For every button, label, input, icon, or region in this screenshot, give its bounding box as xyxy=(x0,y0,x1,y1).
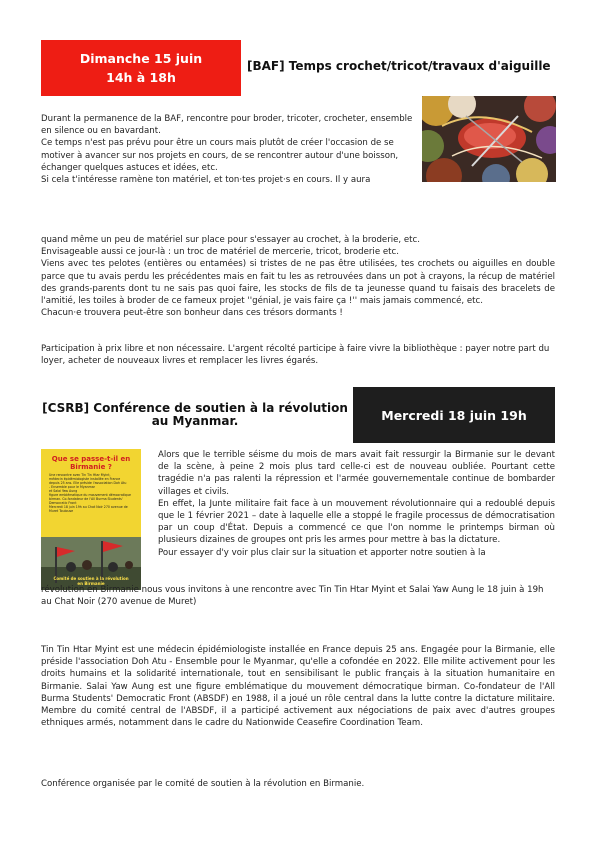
event1-body xyxy=(41,234,555,319)
event1-body-paragraph: quand même un peu de matériel sur place pour s'essayer au crochet, à la broderie, etc. xyxy=(41,235,420,245)
poster-line: - Ensemble pour le Myanmar xyxy=(49,485,95,489)
event2-bio: Tin Tin Htar Myint est une médecin épidémiologiste installée en France depuis 25 ans. Engagée pour la Birmanie, elle préside l'association Doh Atu - Ensemble pour le Myanmar, qu'elle a cofondée en 2022. Elle milite activement pour les droits humains et la solidarité internationale, tout en sensibilisant le public français à la situation humanitaire en Birmanie. Salai Yaw Aung est une figure emblématique du mouvement démocratique birman. Co-fondateur de l'All Burma Students' Democratic Front (ABSDF) en 1988, il a joué un rôle central dans la lutte contre la dictature militaire. Membre du comité central de l'ABSDF, il a participé activement aux négociations de paix avec d'autres groupes ethniques armés, notamment dans le cadre du Nationwide Ceasefire Coordination Team. xyxy=(41,645,555,729)
poster-line: birman. Co-fondateur de l'All Burma Students' xyxy=(49,497,123,501)
event1-intro-paragraph: Si cela t'intéresse ramène ton matériel, et ton·tes projet·s en cours. Il y aura xyxy=(41,175,371,186)
poster-line: Democratic Front xyxy=(49,501,77,505)
event2-paragraph: Alors que le terrible séisme du mois de mars avait fait ressurgir la Birmanie sur le devant de la scène, à peine 2 mois plus tard celle-ci est de nouveau oubliée. Pourtant cette tragédie n'a pas ralenti la répression et l'armée gouvernementale continue de bombarder villages et civils. xyxy=(158,450,555,497)
event1-date-time: 14h à 18h xyxy=(106,70,176,85)
event1-body-paragraph: Chacun·e trouvera peut-être son bonheur dans ces trésors dormants ! xyxy=(41,308,343,319)
event1-body-paragraph: Viens avec tes pelotes (entières ou entamées) si tristes de ne pas être utilisées, tes crochets ou aiguilles en double parce que tu avais perdu les précédentes mais en fait tu les as retrouvées dans un pot à crayons, la récup de matériel des grands-parents dont tu ne sais pas quoi faire, les stocks de fils de ta jeunesse quand tu faisais des bracelets de l'amitié, les toiles à broder de ce fameux projet ''génial, je vais faire ça !'' mais jamais commencé, etc. xyxy=(41,259,555,307)
poster-line: Muret Toulouse xyxy=(49,509,74,513)
yarn-photo xyxy=(422,96,556,182)
event2-paragraph: Pour essayer d'y voir plus clair sur la situation et apporter notre soutien à la xyxy=(158,547,486,558)
event1-date-banner xyxy=(41,40,241,96)
poster-line: Une rencontre avec Tin Tin Htar Myint, xyxy=(49,473,111,477)
event2-organizer: Conférence organisée par le comité de soutien à la révolution en Birmanie. xyxy=(41,779,365,789)
event2-date-banner xyxy=(353,387,555,443)
event2-intro xyxy=(158,449,555,559)
event1-intro-paragraph: Ce temps n'est pas prévu pour être un cours mais plutôt de créer l'occasion de se motiver à avancer sur nos projets en cours, de se rencontrer autour d'une boisson, échanger quelques astuces et idées, etc. xyxy=(41,138,399,173)
event1-participation: Participation à prix libre et non nécessaire. L'argent récolté participe à faire vivre la bibliothèque : payer notre part du loyer, acheter de nouveaux livres et remplacer les livres égarés. xyxy=(41,344,550,367)
poster-line: depuis 25 ans. Elle préside l'association Doh Atu xyxy=(49,481,127,485)
event2-date: Mercredi 18 juin 19h xyxy=(381,407,527,423)
poster-line: figure emblématique du mouvement démocratique xyxy=(49,493,131,497)
poster-line: et Salai Yaw Aung xyxy=(49,489,78,493)
event1-body-paragraph: Envisageable aussi ce jour-là : un troc de matériel de mercerie, tricot, broderie etc. xyxy=(41,247,399,258)
event1-intro xyxy=(41,113,419,186)
event1-intro-paragraph: Durant la permanence de la BAF, rencontre pour broder, tricoter, crocheter, ensemble en silence ou en bavardant. xyxy=(41,114,413,137)
event2-invite: révolution en Birmanie nous vous invitons à une rencontre avec Tin Tin Htar Myint et Salai Yaw Aung le 18 juin à 19h au Chat Noir (270 avenue de Muret) xyxy=(41,585,544,608)
yarn-crochet-image xyxy=(422,96,556,182)
poster-headline: Que se passe-t-il en Birmanie ? xyxy=(51,455,131,471)
event2-paragraph: En effet, la Junte militaire fait face à un mouvement révolutionnaire qui a redoublé depuis que le 1 février 2021 – date à laquelle elle a stoppé le fragile processus de démocratisation par un coup d'État. Depuis a commencé ce que l'on nomme le printemps birman où plusieurs dizaines de groupes ont pris les armes pour mettre à bas la dictature. xyxy=(158,498,555,546)
poster-text xyxy=(49,473,135,513)
event2-title: [CSRB] Conférence de soutien à la révolution au Myanmar. xyxy=(42,401,348,428)
event1-title: [BAF] Temps crochet/tricot/travaux d'aiguille xyxy=(247,59,551,73)
poster-line: médecin épidémiologiste installée en France xyxy=(49,477,121,481)
poster-line: Mercredi 18 juin 19h au Chat Noir 270 avenue de xyxy=(49,505,128,509)
conference-poster xyxy=(41,449,141,590)
poster-footer: Comité de soutien à la révolution en Birmanie xyxy=(53,576,129,586)
event1-date-day: Dimanche 15 juin xyxy=(79,51,203,66)
